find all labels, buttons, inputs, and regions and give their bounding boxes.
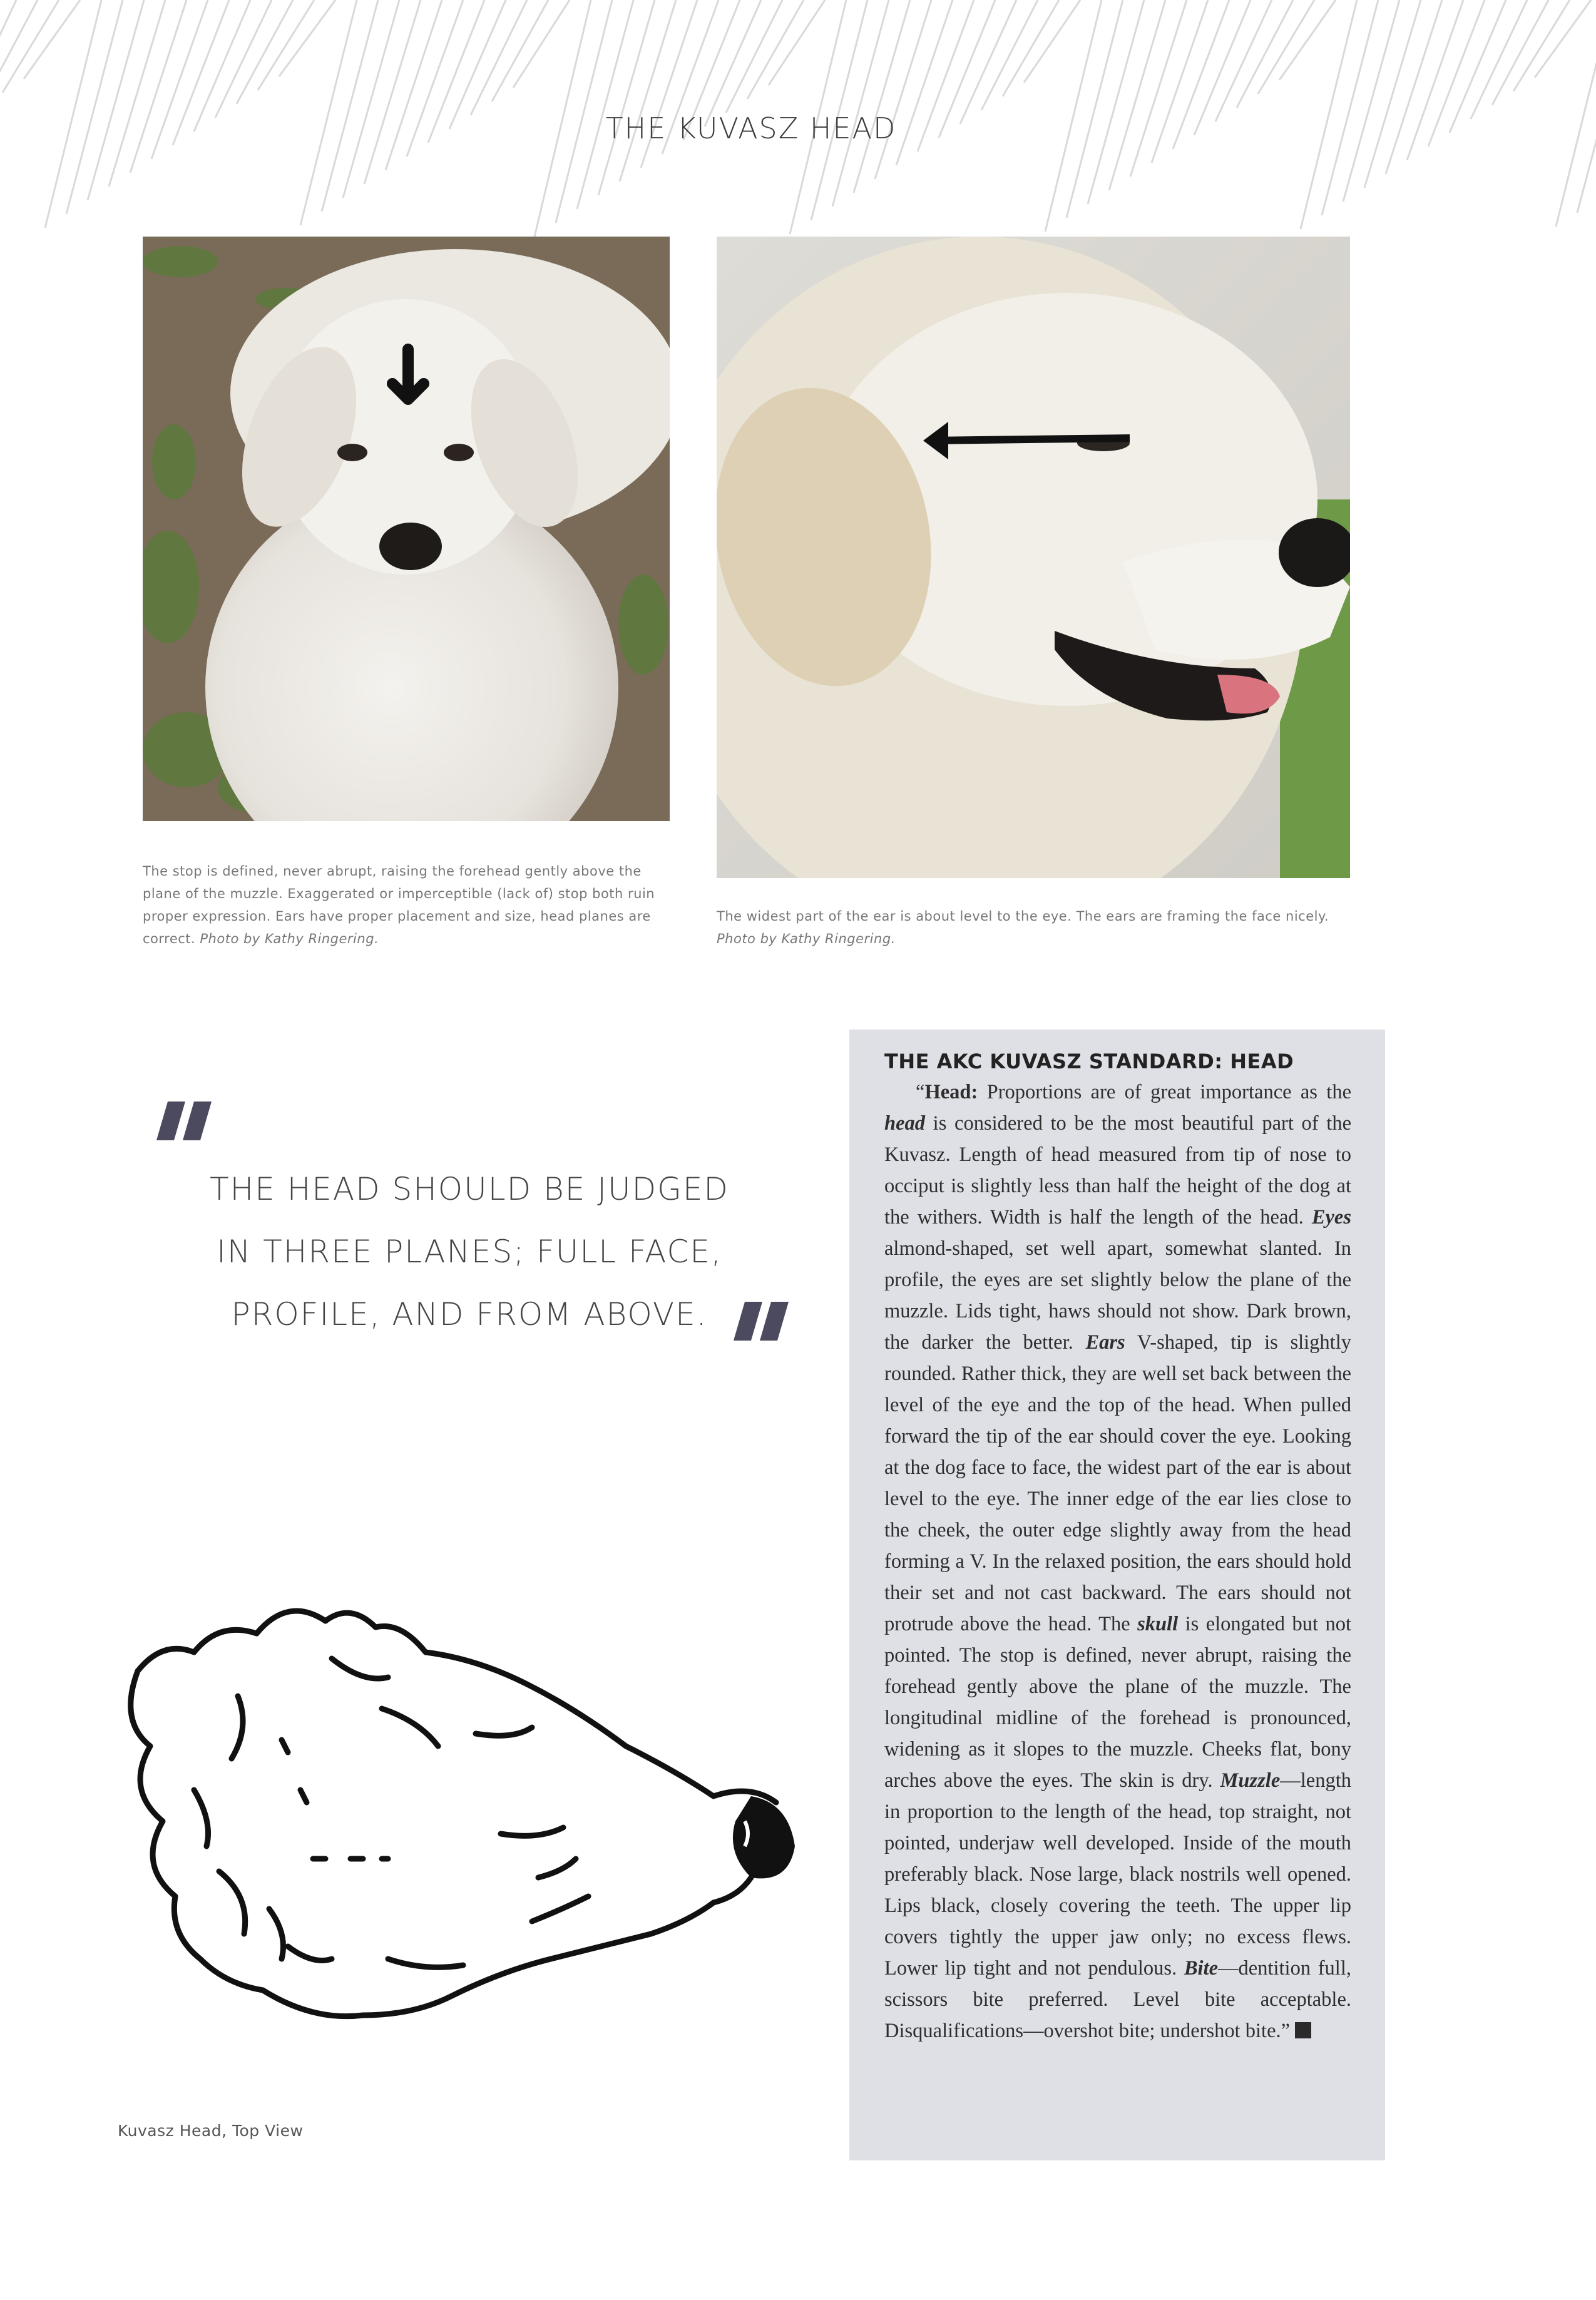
text-part-4: V-shaped, tip is slightly rounded. Rather thick, they are well set back between the level of the eye and the top of the head. When pulled forward the tip of the ear should cover the eye. Looking at the dog face to face, the widest part of the ear is about level to the eye. The inner edge of the ear lies close to the cheek, the outer edge slightly away from the head forming a V. In the relaxed position, the ears should hold their set and not cast backward. The ears should not protrude above the head. The [884,1331,1351,1635]
ears-label: Ears [1085,1331,1125,1354]
close-quote-mark-icon [732,1302,801,1352]
skull-label: skull [1137,1613,1179,1635]
eyes-label: Eyes [1311,1206,1351,1229]
text-part-5: is elongated but not pointed. The stop is defined, never abrupt, raising the forehead gently above the plane of the muzzle. The longitudinal midline of the forehead is pronounced, widening as it slopes to the muzzle. Cheeks flat, bony arches above the eyes. The skin is dry. [884,1613,1351,1792]
left-caption-text: The stop is defined, never abrupt, raising the forehead gently above the plane of the muzzle. Exaggerated or imperceptible (lack of) stop both ruin proper expression. Ears have proper placement and size, head planes are correct. [143,864,655,946]
left-caption-credit: Photo by Kathy Ringering. [200,931,379,946]
dog-profile-photo [717,237,1350,878]
page-title: THE KUVASZ HEAD [605,111,897,145]
header-line [1556,0,1596,227]
pull-quote-line-3: PROFILE, AND FROM ABOVE. [231,1296,708,1332]
head-word: head [884,1112,925,1135]
header-line [0,0,38,106]
text-part-2: is considered to be the most beautiful part of the Kuvasz. Length of head measured from tip of nose to occiput is slightly less than half the height of the dog at the withers. Width is half the length of the head. [884,1112,1351,1229]
standard-body-text [884,1076,1351,2047]
dog-front-photo [143,237,670,821]
text-part-7: —dentition full, scissors bite preferred. Level bite acceptable. Disqualifications—overshot bite; undershot bite.” [884,1957,1351,2042]
right-caption-text: The widest part of the ear is about level to the eye. The ears are framing the face nicely. [717,909,1329,924]
standard-heading: THE AKC KUVASZ STANDARD: HEAD [884,1050,1294,1073]
pull-quote [188,1158,751,1346]
sketch-caption: Kuvasz Head, Top View [118,2122,304,2140]
right-photo-caption [717,905,1355,950]
kuvasz-head-top-view-sketch-icon [125,1583,839,2059]
standard-paragraph [884,1076,1351,2047]
text-part-3: almond-shaped, set well apart, somewhat slanted. In profile, the eyes are set slightly below the plane of the muzzle. Lids tight, haws should not show. Dark brown, the darker the better. [884,1237,1351,1354]
head-label: Head: [924,1081,978,1103]
pull-quote-line-1: THE HEAD SHOULD BE JUDGED [210,1171,729,1207]
right-caption-credit: Photo by Kathy Ringering. [717,931,896,946]
left-photo-caption [143,860,675,950]
open-quote: “ [916,1081,925,1103]
end-square-icon [1295,2022,1311,2038]
header-line [0,0,16,120]
open-quote-mark-icon [155,1101,224,1152]
muzzle-label: Muzzle [1220,1769,1281,1792]
text-part-6: —length in proportion to the length of the head, top straight, not pointed, underjaw well developed. Inside of the mouth preferably black. Nose large, black nostrils well opened. Lips black, closely covering the teeth. The upper lip covers tightly the upper jaw only; no excess flews. Lower lip tight and not pendulous. [884,1769,1351,1980]
bite-label: Bite [1184,1957,1219,1980]
text-part-1: Proportions are of great importance as the [978,1081,1351,1103]
pull-quote-line-2: IN THREE PLANES; FULL FACE, [217,1234,722,1270]
